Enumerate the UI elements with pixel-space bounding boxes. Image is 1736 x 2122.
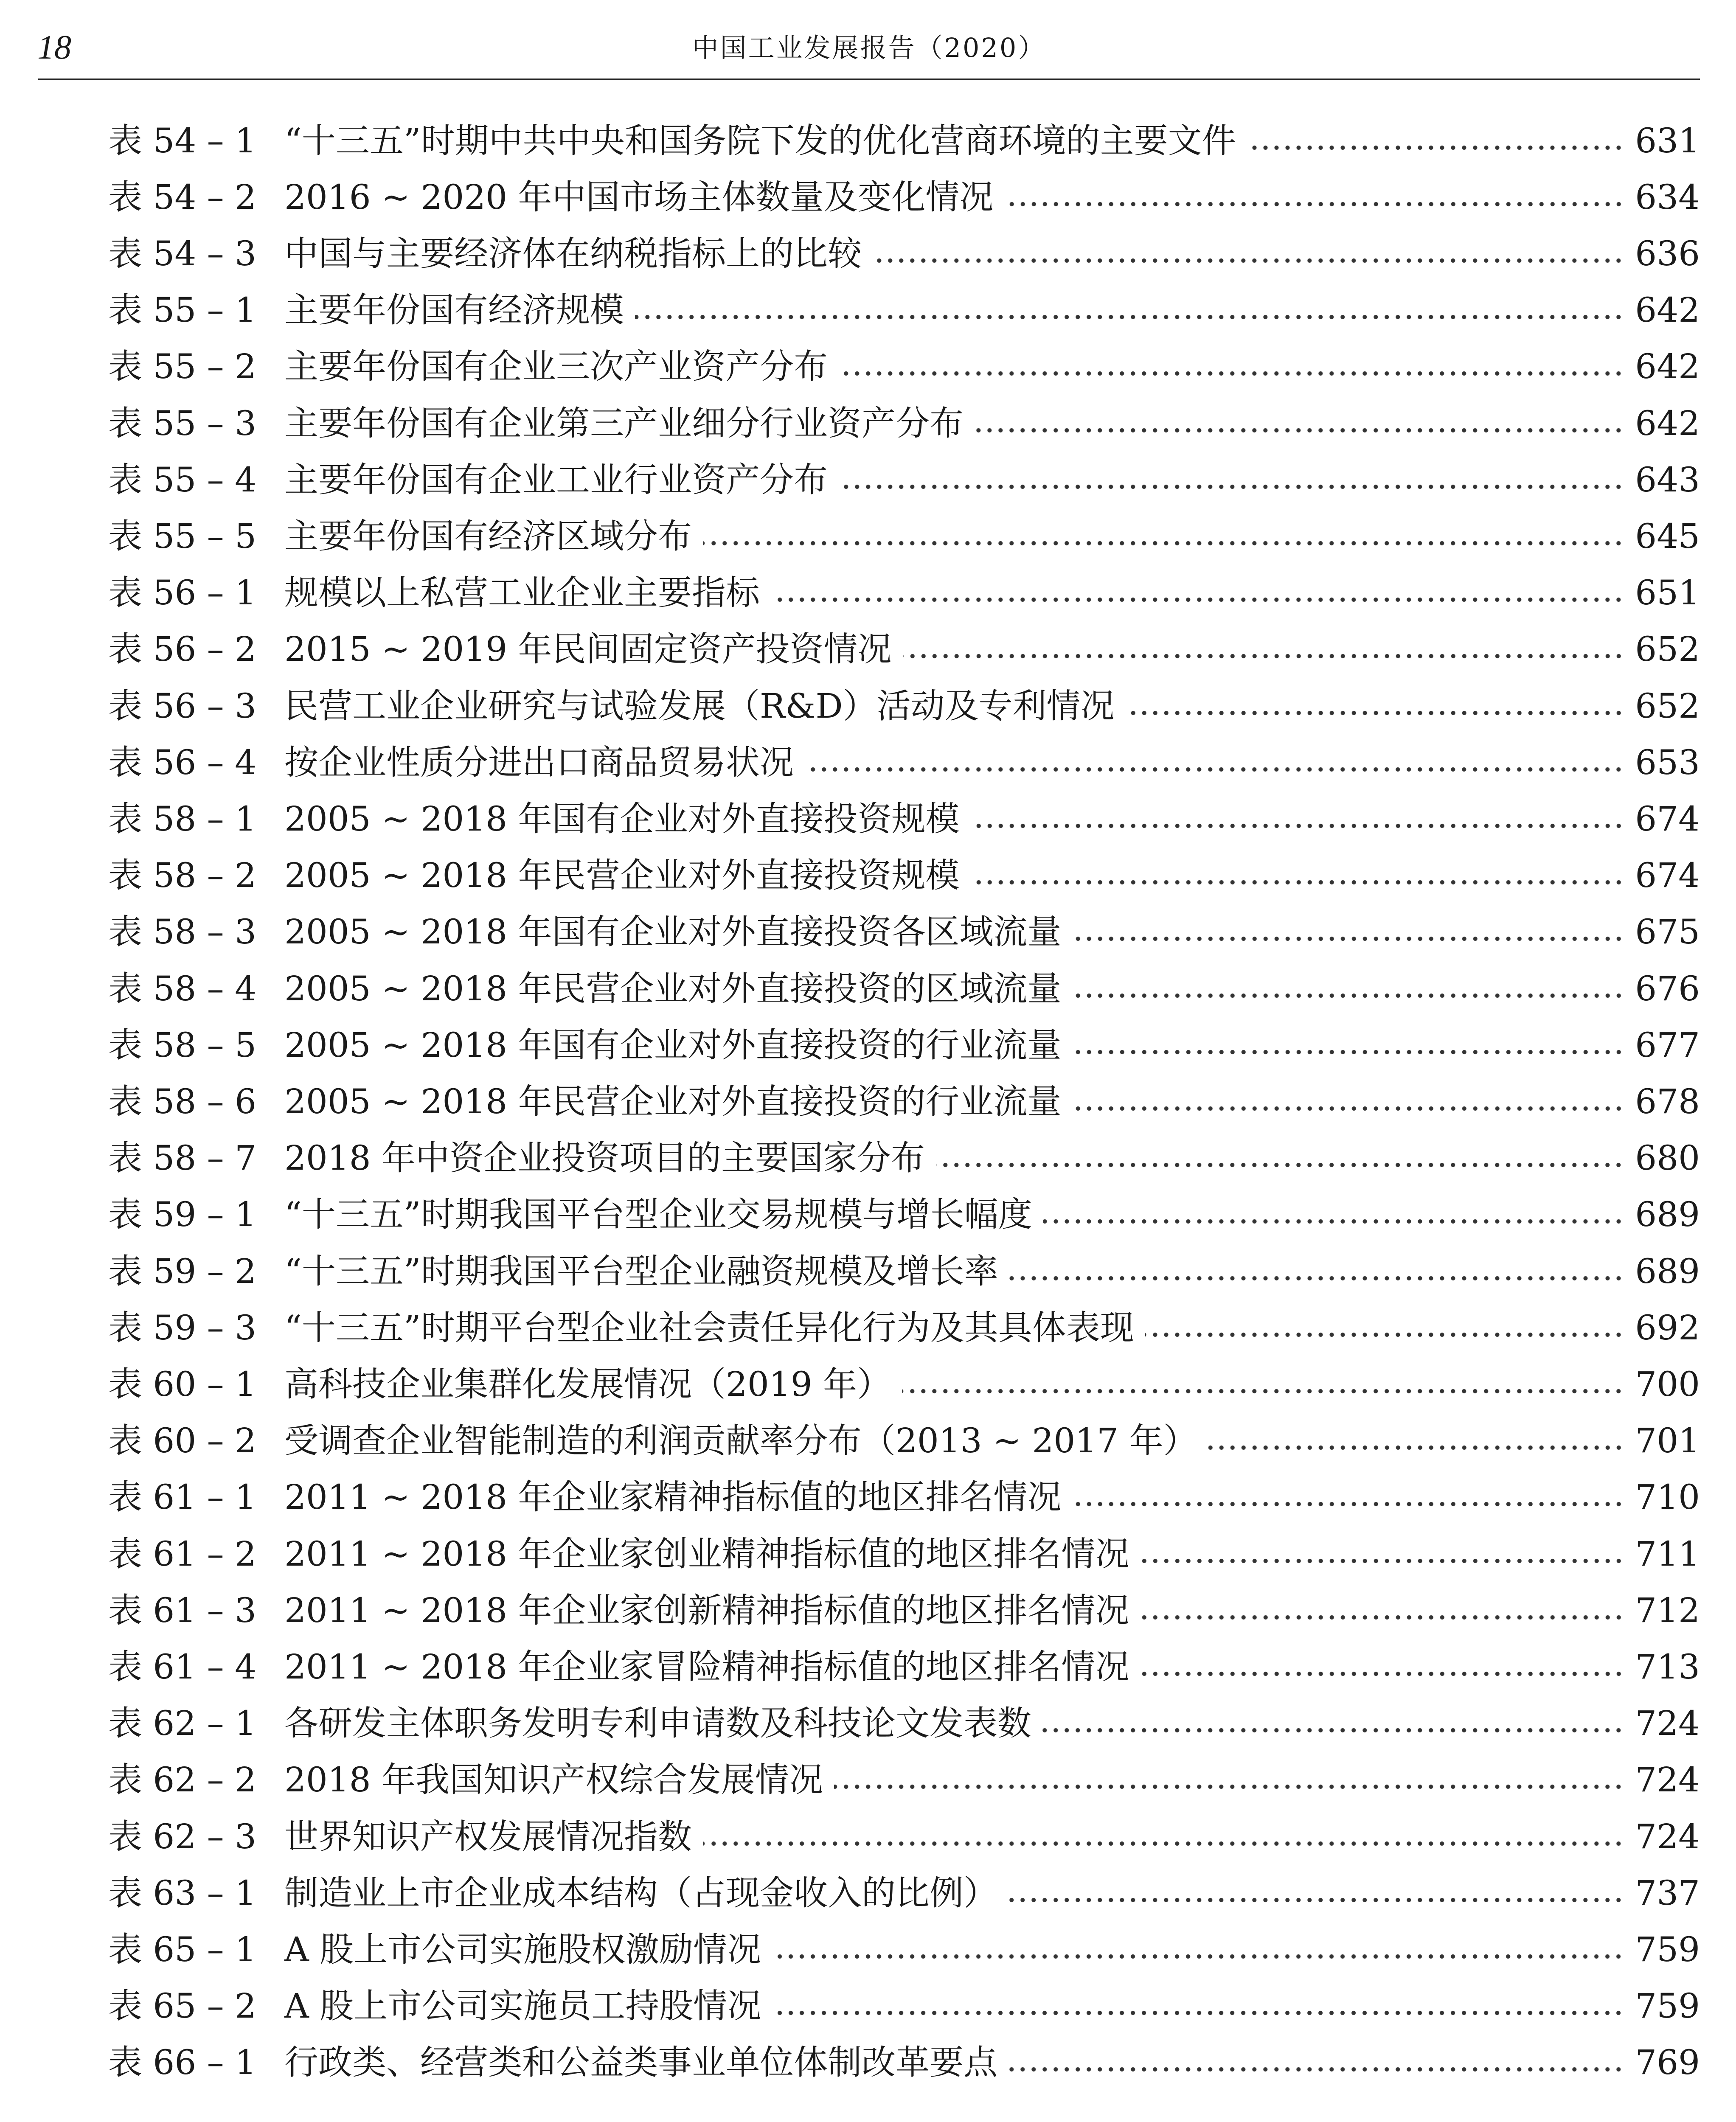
entry-number: 表 58 – 5: [108, 1025, 256, 1065]
entry-page-number: 712: [1635, 1590, 1700, 1630]
entry-page-number: 759: [1635, 1986, 1700, 2026]
entry-number: 表 59 – 2: [108, 1251, 256, 1291]
entry-page-number: 689: [1635, 1251, 1700, 1291]
dot-leader: [839, 371, 1624, 376]
dot-leader: [902, 1388, 1624, 1394]
dot-leader: [936, 1162, 1624, 1168]
entry-number: 表 61 – 4: [108, 1647, 256, 1687]
entry-title: 2005 ~ 2018 年民营企业对外直接投资规模: [284, 856, 960, 895]
entry-page-number: 642: [1635, 403, 1700, 443]
entry-page-number: 631: [1635, 121, 1700, 160]
entry-page-number: 645: [1635, 516, 1700, 556]
entry-title: 2011 ~ 2018 年企业家创新精神指标值的地区排名情况: [284, 1590, 1129, 1630]
entry-page-number: 674: [1635, 799, 1700, 839]
entry-page-number: 680: [1635, 1138, 1700, 1178]
dot-leader: [1208, 1445, 1624, 1451]
entry-title: 制造业上市企业成本结构（占现金收入的比例）: [284, 1873, 997, 1913]
entry-page-number: 701: [1635, 1421, 1700, 1461]
dot-leader: [1005, 201, 1624, 207]
table-list-entry[interactable]: [108, 1752, 1700, 1808]
table-list-entry[interactable]: [108, 1130, 1700, 1187]
table-list-entry[interactable]: [108, 508, 1700, 564]
page-header: [38, 25, 1700, 80]
table-list-entry[interactable]: [108, 1300, 1700, 1356]
entry-page-number: 759: [1635, 1929, 1700, 1969]
entry-page-number: 692: [1635, 1308, 1700, 1347]
entry-number: 表 63 – 1: [108, 1873, 256, 1913]
dot-leader: [805, 766, 1624, 772]
dot-leader: [975, 427, 1624, 433]
dot-leader: [703, 540, 1624, 546]
dot-leader: [1009, 1275, 1624, 1281]
table-list-entry[interactable]: [108, 1639, 1700, 1695]
entry-page-number: 636: [1635, 233, 1700, 273]
dot-leader: [1073, 1049, 1624, 1055]
entry-number: 表 56 – 4: [108, 742, 256, 782]
entry-title: 2005 ~ 2018 年民营企业对外直接投资的区域流量: [284, 968, 1062, 1008]
entry-title: 民营工业企业研究与试验发展（R&D）活动及专利情况: [284, 686, 1115, 726]
entry-number: 表 55 – 1: [108, 290, 256, 330]
table-list-entry[interactable]: [108, 1413, 1700, 1469]
entry-title: 各研发主体职务发明专利申请数及科技论文发表数: [284, 1704, 1031, 1743]
entry-number: 表 61 – 3: [108, 1590, 256, 1630]
entry-page-number: 642: [1635, 290, 1700, 330]
entry-number: 表 55 – 4: [108, 460, 256, 500]
table-list-entry[interactable]: [108, 282, 1700, 339]
dot-leader: [1073, 1106, 1624, 1112]
table-list-entry[interactable]: [108, 225, 1700, 282]
table-list-entry[interactable]: [108, 395, 1700, 452]
entry-title: 按企业性质分进出口商品贸易状况: [284, 742, 794, 782]
dot-leader: [839, 484, 1624, 490]
entry-title: A 股上市公司实施员工持股情况: [284, 1986, 761, 2026]
table-list-entry[interactable]: [108, 848, 1700, 904]
table-list-entry[interactable]: [108, 1865, 1700, 1921]
entry-title: “十三五”时期我国平台型企业融资规模及增长率: [284, 1251, 998, 1291]
entry-number: 表 56 – 3: [108, 686, 256, 726]
dot-leader: [1073, 993, 1624, 999]
dot-leader: [1008, 2066, 1624, 2072]
table-list-entry[interactable]: [108, 904, 1700, 960]
entry-number: 表 66 – 1: [108, 2043, 256, 2083]
table-list-entry[interactable]: [108, 1073, 1700, 1130]
entry-page-number: 689: [1635, 1195, 1700, 1235]
entry-page-number: 678: [1635, 1081, 1700, 1121]
dot-leader: [1140, 1558, 1624, 1564]
entry-number: 表 62 – 3: [108, 1816, 256, 1856]
table-list-entry[interactable]: [108, 112, 1700, 169]
entry-title: 2018 年我国知识产权综合发展情况: [284, 1760, 823, 1800]
dot-leader: [1073, 936, 1624, 942]
entry-page-number: 724: [1635, 1704, 1700, 1743]
entry-page-number: 651: [1635, 573, 1700, 613]
entry-page-number: 643: [1635, 460, 1700, 500]
entry-page-number: 713: [1635, 1647, 1700, 1687]
entry-page-number: 674: [1635, 856, 1700, 895]
table-list-entry[interactable]: [108, 1017, 1700, 1073]
table-list-entry[interactable]: [108, 452, 1700, 508]
table-list-entry[interactable]: [108, 2035, 1700, 2091]
entry-number: 表 59 – 3: [108, 1308, 256, 1347]
entry-page-number: 675: [1635, 912, 1700, 952]
entry-number: 表 58 – 4: [108, 968, 256, 1008]
entry-number: 表 58 – 7: [108, 1138, 256, 1178]
entry-page-number: 700: [1635, 1364, 1700, 1404]
entry-title: 2011 ~ 2018 年企业家精神指标值的地区排名情况: [284, 1477, 1062, 1517]
table-list-entry[interactable]: [108, 960, 1700, 1017]
entry-title: 主要年份国有企业工业行业资产分布: [284, 460, 828, 500]
running-title: 中国工业发展报告（2020）: [692, 32, 1046, 63]
table-list-entry[interactable]: [108, 1921, 1700, 1978]
entry-number: 表 58 – 2: [108, 856, 256, 895]
entry-title: 2005 ~ 2018 年国有企业对外直接投资各区域流量: [284, 912, 1062, 952]
dot-leader: [1140, 1614, 1624, 1620]
entry-number: 表 54 – 2: [108, 177, 256, 217]
entry-page-number: 634: [1635, 177, 1700, 217]
table-list-entry[interactable]: [108, 565, 1700, 621]
entry-number: 表 58 – 6: [108, 1081, 256, 1121]
table-list-entry[interactable]: [108, 678, 1700, 734]
dot-leader: [772, 1954, 1624, 1959]
entry-title: A 股上市公司实施股权激励情况: [284, 1929, 761, 1969]
entry-title: 2016 ~ 2020 年中国市场主体数量及变化情况: [284, 177, 994, 217]
entry-page-number: 652: [1635, 686, 1700, 726]
table-list-entry[interactable]: [108, 1582, 1700, 1639]
dot-leader: [873, 258, 1624, 264]
entry-number: 表 55 – 3: [108, 403, 256, 443]
table-list-entry[interactable]: [108, 1526, 1700, 1582]
entry-number: 表 55 – 5: [108, 516, 256, 556]
dot-leader: [971, 879, 1624, 885]
entry-title: 2011 ~ 2018 年企业家冒险精神指标值的地区排名情况: [284, 1647, 1129, 1687]
entry-page-number: 642: [1635, 347, 1700, 387]
dot-leader: [1145, 1332, 1624, 1338]
entry-number: 表 59 – 1: [108, 1195, 256, 1235]
table-list-entry[interactable]: [108, 1808, 1700, 1865]
entry-number: 表 65 – 2: [108, 1986, 256, 2026]
entry-number: 表 54 – 3: [108, 233, 256, 273]
entry-title: 2015 ~ 2019 年民间固定资产投资情况: [284, 629, 892, 669]
entry-title: “十三五”时期平台型企业社会责任异化行为及其具体表现: [284, 1308, 1134, 1347]
entry-number: 表 54 – 1: [108, 121, 256, 160]
entry-title: 主要年份国有企业三次产业资产分布: [284, 347, 828, 387]
page-number: 18: [37, 29, 71, 66]
dot-leader: [1043, 1218, 1624, 1224]
table-list-entry[interactable]: [108, 1695, 1700, 1752]
entry-title: 主要年份国有经济规模: [284, 290, 624, 330]
table-list-entry[interactable]: [108, 791, 1700, 847]
entry-number: 表 58 – 3: [108, 912, 256, 952]
table-list-entry[interactable]: [108, 1469, 1700, 1526]
dot-leader: [772, 2010, 1624, 2016]
entry-number: 表 65 – 1: [108, 1929, 256, 1969]
table-list-entry[interactable]: [108, 621, 1700, 678]
table-list-entry[interactable]: [108, 1978, 1700, 2035]
entry-page-number: 711: [1635, 1534, 1700, 1574]
dot-leader: [1247, 145, 1624, 151]
table-list-entry[interactable]: [108, 734, 1700, 791]
entry-title: 世界知识产权发展情况指数: [284, 1816, 692, 1856]
entry-title: 2011 ~ 2018 年企业家创业精神指标值的地区排名情况: [284, 1534, 1129, 1574]
table-list-entry[interactable]: [108, 169, 1700, 225]
entry-page-number: 710: [1635, 1477, 1700, 1517]
entry-number: 表 58 – 1: [108, 799, 256, 839]
table-list-entry[interactable]: [108, 1243, 1700, 1300]
entry-page-number: 724: [1635, 1816, 1700, 1856]
entry-title: 主要年份国有企业第三产业细分行业资产分布: [284, 403, 964, 443]
entry-number: 表 55 – 2: [108, 347, 256, 387]
entry-title: 2018 年中资企业投资项目的主要国家分布: [284, 1138, 925, 1178]
dot-leader: [703, 1841, 1624, 1847]
dot-leader: [971, 823, 1624, 829]
entry-page-number: 737: [1635, 1873, 1700, 1913]
entry-title: 行政类、经营类和公益类事业单位体制改革要点: [284, 2043, 997, 2083]
table-list-entry[interactable]: [108, 339, 1700, 395]
entry-title: “十三五”时期中共中央和国务院下发的优化营商环境的主要文件: [284, 121, 1236, 160]
entry-page-number: 653: [1635, 742, 1700, 782]
table-list-entry[interactable]: [108, 1187, 1700, 1243]
entry-page-number: 677: [1635, 1025, 1700, 1065]
entry-title: 主要年份国有经济区域分布: [284, 516, 692, 556]
entry-title: 规模以上私营工业企业主要指标: [284, 573, 760, 613]
entry-title: 高科技企业集群化发展情况（2019 年）: [284, 1364, 891, 1404]
entry-page-number: 652: [1635, 629, 1700, 669]
dot-leader: [1008, 1897, 1624, 1903]
dot-leader: [903, 653, 1624, 659]
dot-leader: [1126, 710, 1624, 716]
entry-page-number: 676: [1635, 968, 1700, 1008]
entry-title: 2005 ~ 2018 年国有企业对外直接投资的行业流量: [284, 1025, 1062, 1065]
entry-number: 表 56 – 1: [108, 573, 256, 613]
table-list-entry[interactable]: [108, 1356, 1700, 1412]
entry-title: 中国与主要经济体在纳税指标上的比较: [284, 233, 862, 273]
dot-leader: [771, 597, 1624, 603]
entry-number: 表 61 – 1: [108, 1477, 256, 1517]
dot-leader: [635, 314, 1624, 320]
entry-number: 表 60 – 1: [108, 1364, 256, 1404]
entry-title: 2005 ~ 2018 年国有企业对外直接投资规模: [284, 799, 960, 839]
dot-leader: [1073, 1501, 1624, 1507]
dot-leader: [1042, 1727, 1624, 1733]
entry-number: 表 56 – 2: [108, 629, 256, 669]
entry-number: 表 62 – 2: [108, 1760, 256, 1800]
dot-leader: [834, 1784, 1624, 1790]
entry-number: 表 61 – 2: [108, 1534, 256, 1574]
entry-page-number: 769: [1635, 2043, 1700, 2083]
entry-number: 表 62 – 1: [108, 1704, 256, 1743]
entry-title: 受调查企业智能制造的利润贡献率分布（2013 ~ 2017 年）: [284, 1421, 1197, 1461]
entry-title: “十三五”时期我国平台型企业交易规模与增长幅度: [284, 1195, 1032, 1235]
entry-number: 表 60 – 2: [108, 1421, 256, 1461]
entry-page-number: 724: [1635, 1760, 1700, 1800]
dot-leader: [1140, 1671, 1624, 1677]
entry-title: 2005 ~ 2018 年民营企业对外直接投资的行业流量: [284, 1081, 1062, 1121]
